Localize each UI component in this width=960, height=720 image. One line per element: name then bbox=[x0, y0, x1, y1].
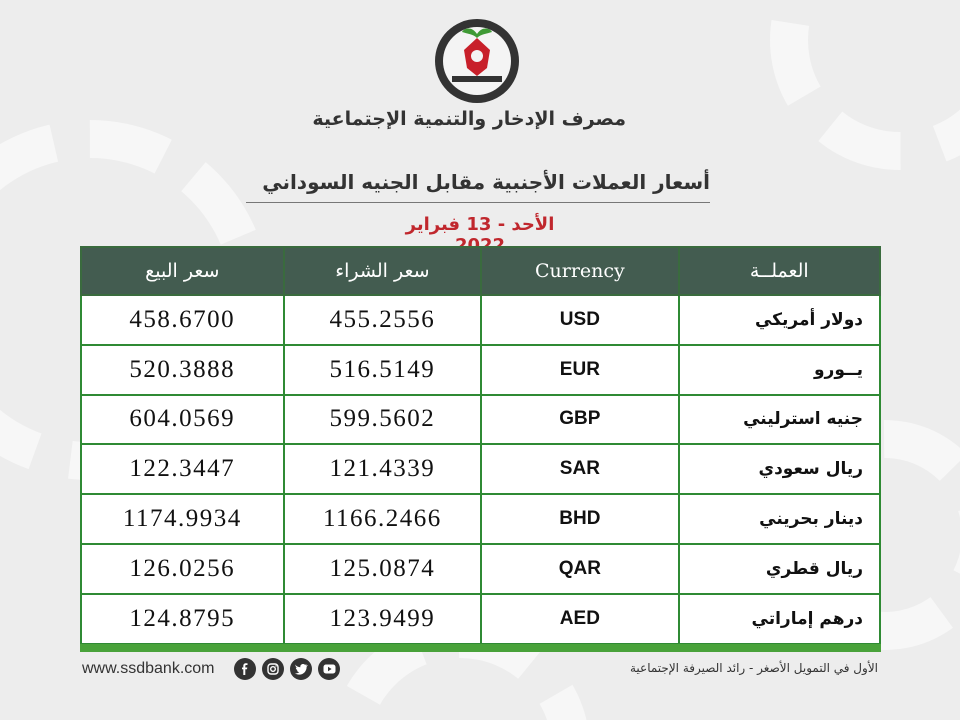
sell-rate: 126.0256 bbox=[81, 544, 284, 594]
currency-code: GBP bbox=[481, 395, 678, 445]
buy-rate: 123.9499 bbox=[284, 594, 482, 644]
currency-name: جنيه استرليني bbox=[679, 395, 880, 445]
buy-rate: 121.4339 bbox=[284, 444, 482, 494]
currency-name: دولار أمريكي bbox=[679, 295, 880, 345]
table-row bbox=[81, 295, 880, 345]
buy-rate: 125.0874 bbox=[284, 544, 482, 594]
table-row bbox=[81, 345, 880, 395]
currency-code: USD bbox=[481, 295, 678, 345]
table-row bbox=[81, 594, 880, 644]
website-link[interactable]: www.ssdbank.com bbox=[82, 660, 215, 677]
buy-rate: 599.5602 bbox=[284, 395, 482, 445]
table-header-row bbox=[81, 247, 880, 295]
currency-code: BHD bbox=[481, 494, 678, 544]
sell-rate: 124.8795 bbox=[81, 594, 284, 644]
sell-rate: 122.3447 bbox=[81, 444, 284, 494]
currency-name: دينار بحريني bbox=[679, 494, 880, 544]
header-buy-rate: سعر الشراء bbox=[284, 247, 482, 295]
bank-name: مصرف الإدخار والتنمية الإجتماعية bbox=[312, 108, 626, 130]
page-title: أسعار العملات الأجنبية مقابل الجنيه السوداني bbox=[246, 170, 710, 203]
currency-code: AED bbox=[481, 594, 678, 644]
buy-rate: 516.5149 bbox=[284, 345, 482, 395]
currency-name: ريال قطري bbox=[679, 544, 880, 594]
header-sell-rate: سعر البيع bbox=[81, 247, 284, 295]
facebook-icon[interactable] bbox=[234, 658, 256, 680]
footer-tagline: الأول في التمويل الأصغر - رائد الصيرفة الإجتماعية bbox=[629, 661, 878, 675]
sell-rate: 520.3888 bbox=[81, 345, 284, 395]
header-currency-en: Currency bbox=[481, 247, 678, 295]
sell-rate: 604.0569 bbox=[81, 395, 284, 445]
social-links bbox=[234, 658, 340, 680]
sell-rate: 1174.9934 bbox=[81, 494, 284, 544]
youtube-icon[interactable] bbox=[318, 658, 340, 680]
twitter-icon[interactable] bbox=[290, 658, 312, 680]
currency-code: SAR bbox=[481, 444, 678, 494]
currency-code: EUR bbox=[481, 345, 678, 395]
currency-code: QAR bbox=[481, 544, 678, 594]
table-row bbox=[81, 444, 880, 494]
table-row bbox=[81, 494, 880, 544]
sell-rate: 458.6700 bbox=[81, 295, 284, 345]
exchange-rates-table bbox=[80, 246, 881, 645]
buy-rate: 1166.2466 bbox=[284, 494, 482, 544]
bank-logo bbox=[432, 16, 522, 106]
table-row bbox=[81, 395, 880, 445]
currency-name: يــورو bbox=[679, 345, 880, 395]
header-currency-ar: العملــة bbox=[679, 247, 880, 295]
buy-rate: 455.2556 bbox=[284, 295, 482, 345]
date-label: الأحد - 13 فبراير bbox=[405, 214, 555, 235]
currency-name: درهم إماراتي bbox=[679, 594, 880, 644]
currency-name: ريال سعودي bbox=[679, 444, 880, 494]
footer-divider-bar bbox=[80, 644, 881, 652]
table-row bbox=[81, 544, 880, 594]
instagram-icon[interactable] bbox=[262, 658, 284, 680]
background-gear-decoration bbox=[770, 0, 960, 170]
